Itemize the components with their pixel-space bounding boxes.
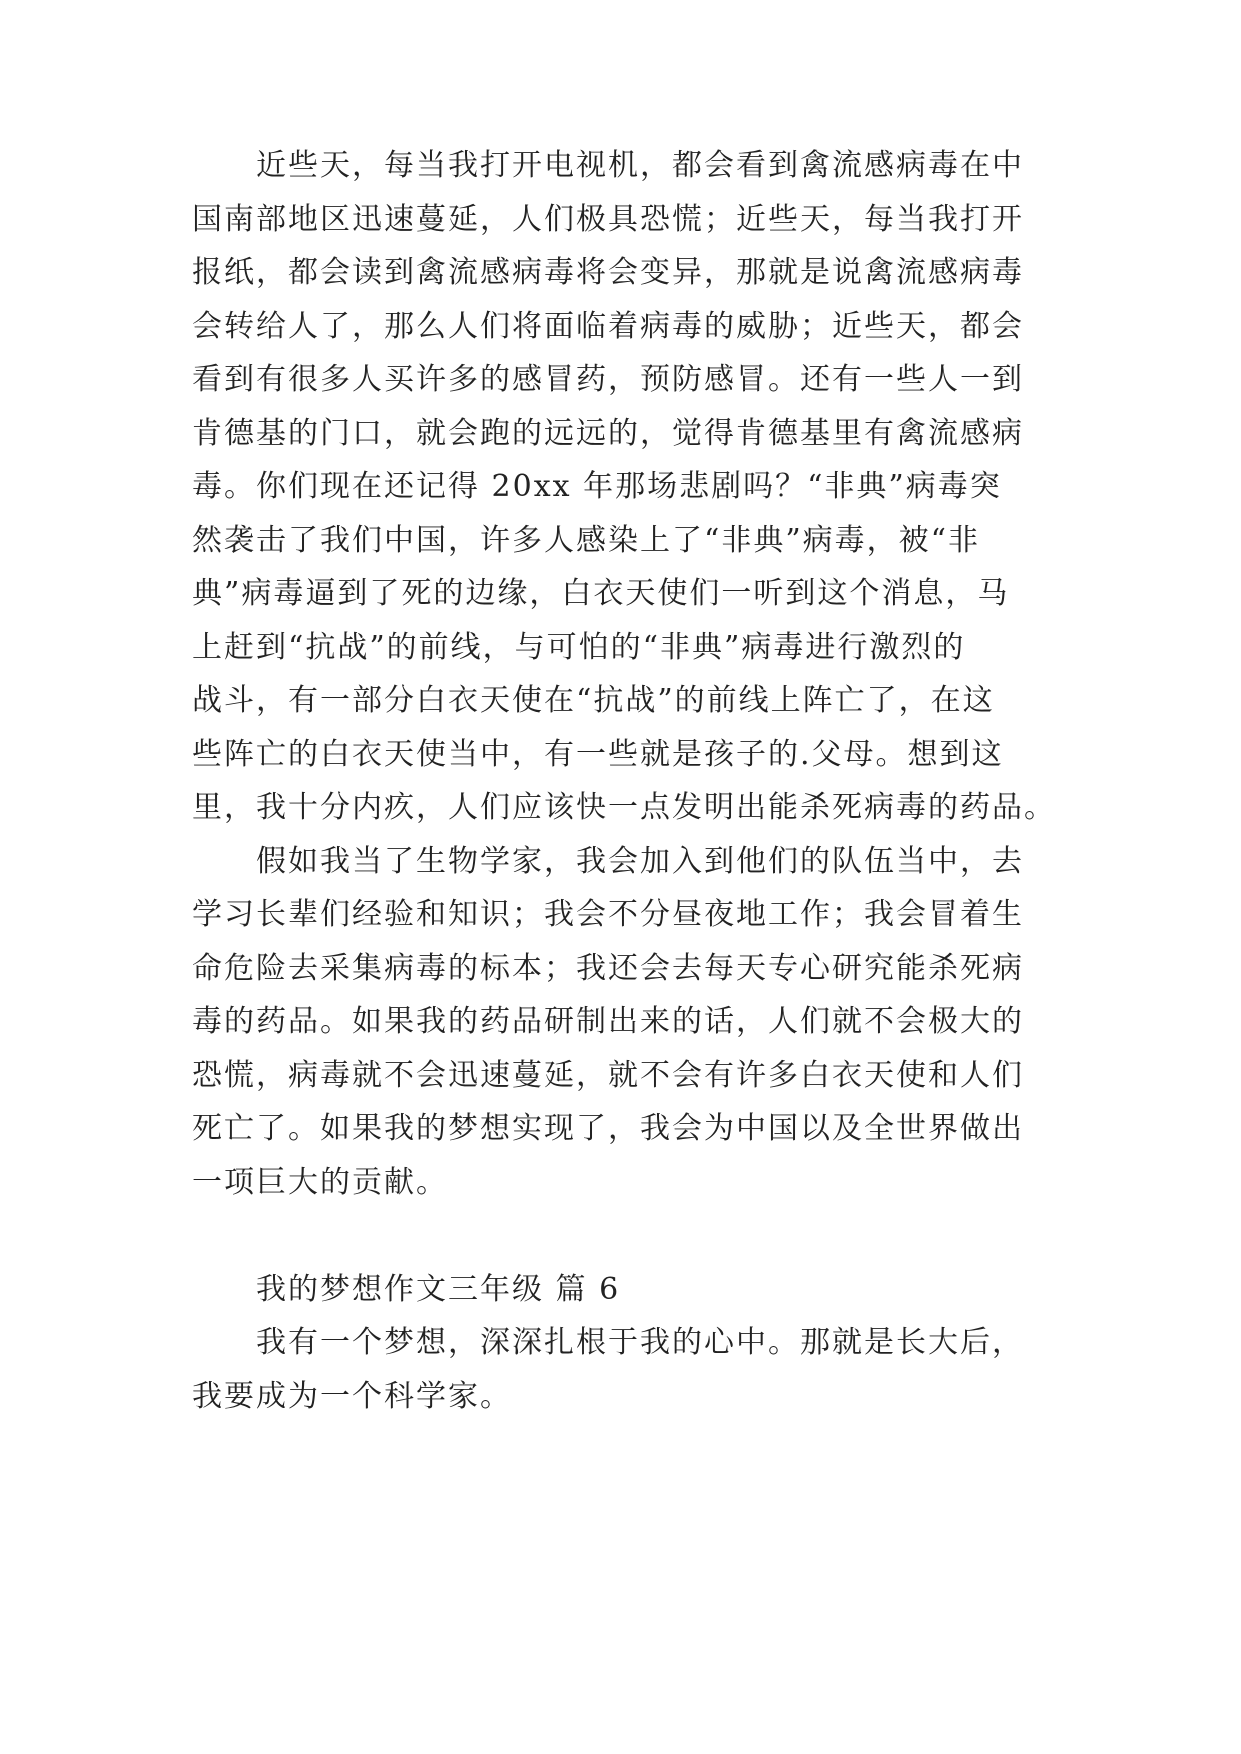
- paragraph-2-line-1: 假如我当了生物学家，我会加入到他们的队伍当中，去: [256, 844, 1024, 879]
- paragraph-2-line-2: 学习长辈们经验和知识；我会不分昼夜地工作；我会冒着生: [192, 897, 1024, 932]
- paragraph-1-line-2: 国南部地区迅速蔓延，人们极具恐慌；近些天，每当我打开: [192, 202, 1024, 237]
- paragraph-1-line-3: 报纸，都会读到禽流感病毒将会变异，那就是说禽流感病毒: [192, 255, 1024, 290]
- paragraph-1-line-7: 毒。你们现在还记得 20xx 年那场悲剧吗？“非典”病毒突: [192, 469, 1002, 504]
- paragraph-1-line-8: 然袭击了我们中国，许多人感染上了“非典”病毒，被“非: [192, 523, 981, 558]
- paragraph-1-line-6: 肯德基的门口，就会跑的远远的，觉得肯德基里有禽流感病: [192, 416, 1024, 451]
- paragraph-1-line-10: 上赶到“抗战”的前线，与可怕的“非典”病毒进行激烈的: [192, 630, 966, 665]
- paragraph-1-line-4: 会转给人了，那么人们将面临着病毒的威胁；近些天，都会: [192, 309, 1024, 344]
- paragraph-1-line-1: 近些天，每当我打开电视机，都会看到禽流感病毒在中: [256, 148, 1024, 183]
- paragraph-3-line-1: 我有一个梦想，深深扎根于我的心中。那就是长大后，: [256, 1325, 1024, 1360]
- paragraph-2-line-5: 恐慌，病毒就不会迅速蔓延，就不会有许多白衣天使和人们: [192, 1058, 1024, 1093]
- paragraph-2-line-3: 命危险去采集病毒的标本；我还会去每天专心研究能杀死病: [192, 951, 1024, 986]
- paragraph-1-line-12: 些阵亡的白衣天使当中，有一些就是孩子的.父母。想到这: [192, 737, 1004, 772]
- paragraph-1-line-13: 里，我十分内疚，人们应该快一点发明出能杀死病毒的药品。: [192, 790, 1056, 825]
- paragraph-2-line-6: 死亡了。如果我的梦想实现了，我会为中国以及全世界做出: [192, 1111, 1024, 1146]
- section-heading: 我的梦想作文三年级 篇 6: [256, 1272, 621, 1307]
- paragraph-1-line-9: 典”病毒逼到了死的边缘，白衣天使们一听到这个消息，马: [192, 576, 1010, 611]
- paragraph-2-line-7: 一项巨大的贡献。: [192, 1165, 448, 1200]
- paragraph-2-line-4: 毒的药品。如果我的药品研制出来的话，人们就不会极大的: [192, 1004, 1024, 1039]
- paragraph-1-line-11: 战斗，有一部分白衣天使在“抗战”的前线上阵亡了，在这: [192, 683, 995, 718]
- paragraph-1-line-5: 看到有很多人买许多的感冒药，预防感冒。还有一些人一到: [192, 362, 1024, 397]
- paragraph-3-line-2: 我要成为一个科学家。: [192, 1379, 512, 1414]
